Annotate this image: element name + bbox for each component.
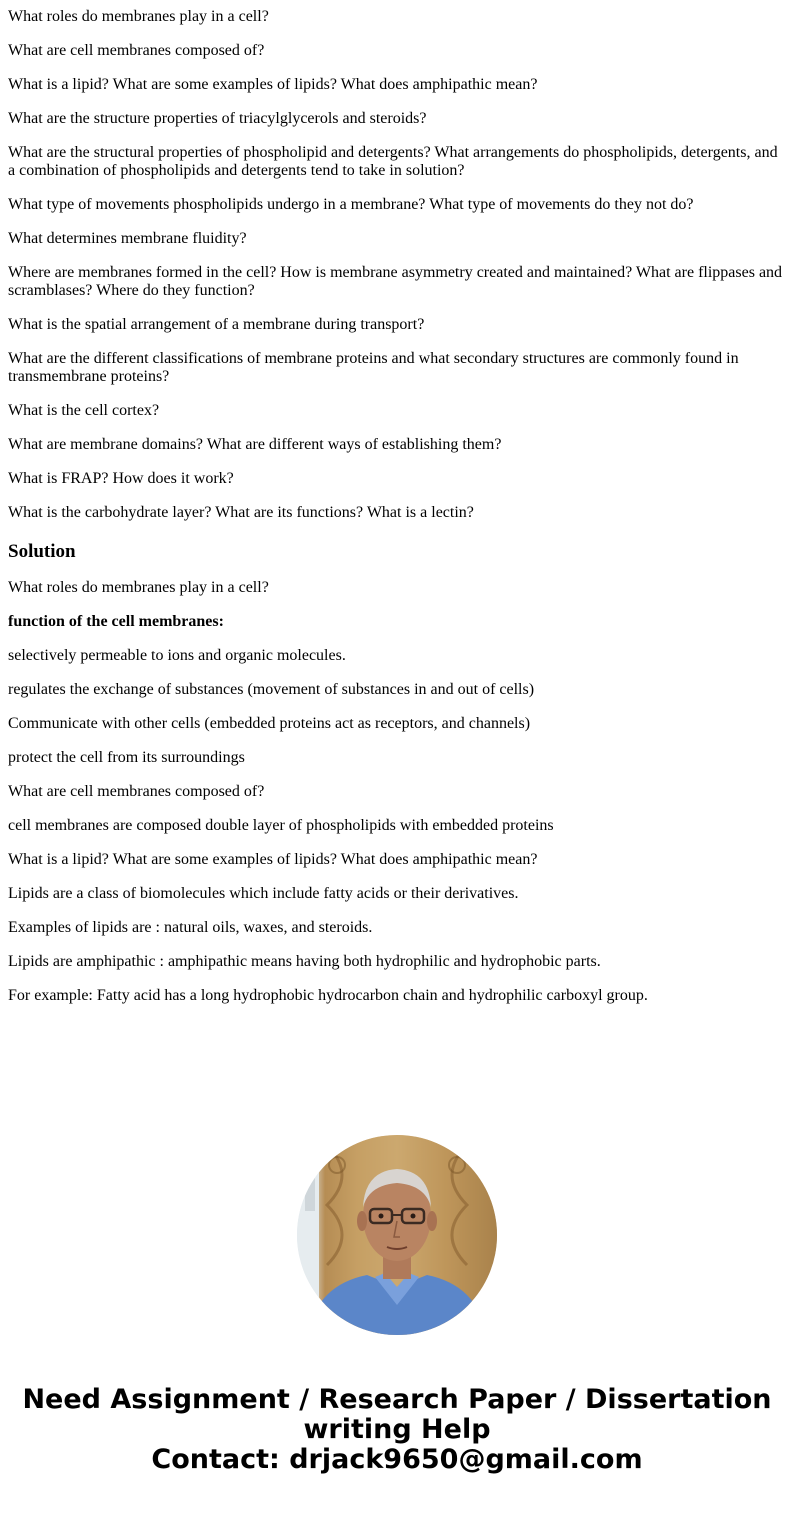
footer-line-1: Need Assignment / Research Paper / Dissertation	[22, 1384, 772, 1415]
question-5: What are the structural properties of phospholipid and detergents? What arrangements do phospholipids, detergents, and a combination of phospholipids and detergents tend to take in solution?	[8, 144, 778, 179]
footer-contact-email: Contact: drjack9650@gmail.com	[151, 1444, 643, 1475]
solution-line: regulates the exchange of substances (movement of substances in and out of cells)	[8, 681, 535, 698]
solution-subheading: function of the cell membranes:	[8, 613, 224, 630]
solution-line: protect the cell from its surroundings	[8, 749, 245, 766]
footer-line-2: writing Help	[303, 1414, 491, 1445]
solution-line: Examples of lipids are : natural oils, waxes, and steroids.	[8, 919, 373, 936]
solution-line: Lipids are amphipathic : amphipathic means having both hydrophilic and hydrophobic parts.	[8, 953, 601, 970]
question-10: What are the different classifications of membrane proteins and what secondary structures are commonly found in transmembrane proteins?	[8, 350, 739, 385]
question-14: What is the carbohydrate layer? What are its functions? What is a lectin?	[8, 504, 474, 521]
question-9: What is the spatial arrangement of a membrane during transport?	[8, 316, 425, 333]
question-4: What are the structure properties of triacylglycerols and steroids?	[8, 110, 427, 127]
solution-line: Lipids are a class of biomolecules which include fatty acids or their derivatives.	[8, 885, 519, 902]
question-1: What roles do membranes play in a cell?	[8, 8, 269, 25]
question-2: What are cell membranes composed of?	[8, 42, 265, 59]
solution-line: selectively permeable to ions and organic molecules.	[8, 647, 346, 664]
solution-line: What is a lipid? What are some examples of lipids? What does amphipathic mean?	[8, 851, 538, 868]
solution-line: cell membranes are composed double layer of phospholipids with embedded proteins	[8, 817, 554, 834]
author-avatar	[297, 1135, 497, 1335]
question-7: What determines membrane fluidity?	[8, 230, 247, 247]
solution-line: Communicate with other cells (embedded proteins act as receptors, and channels)	[8, 715, 531, 732]
solution-heading: Solution	[8, 541, 76, 562]
question-13: What is FRAP? How does it work?	[8, 470, 234, 487]
author-avatar-container	[0, 1135, 794, 1335]
question-12: What are membrane domains? What are different ways of establishing them?	[8, 436, 502, 453]
contact-footer	[0, 1385, 794, 1475]
question-8: Where are membranes formed in the cell? How is membrane asymmetry created and maintained? What are flippases and scramblases? Where do they function?	[8, 264, 783, 299]
solution-line: For example: Fatty acid has a long hydrophobic hydrocarbon chain and hydrophilic carboxyl group.	[8, 987, 648, 1004]
solution-line: What roles do membranes play in a cell?	[8, 579, 269, 596]
question-11: What is the cell cortex?	[8, 402, 160, 419]
author-portrait-icon	[297, 1135, 497, 1335]
question-3: What is a lipid? What are some examples of lipids? What does amphipathic mean?	[8, 76, 538, 93]
question-6: What type of movements phospholipids undergo in a membrane? What type of movements do they not do?	[8, 196, 694, 213]
solution-line: What are cell membranes composed of?	[8, 783, 265, 800]
